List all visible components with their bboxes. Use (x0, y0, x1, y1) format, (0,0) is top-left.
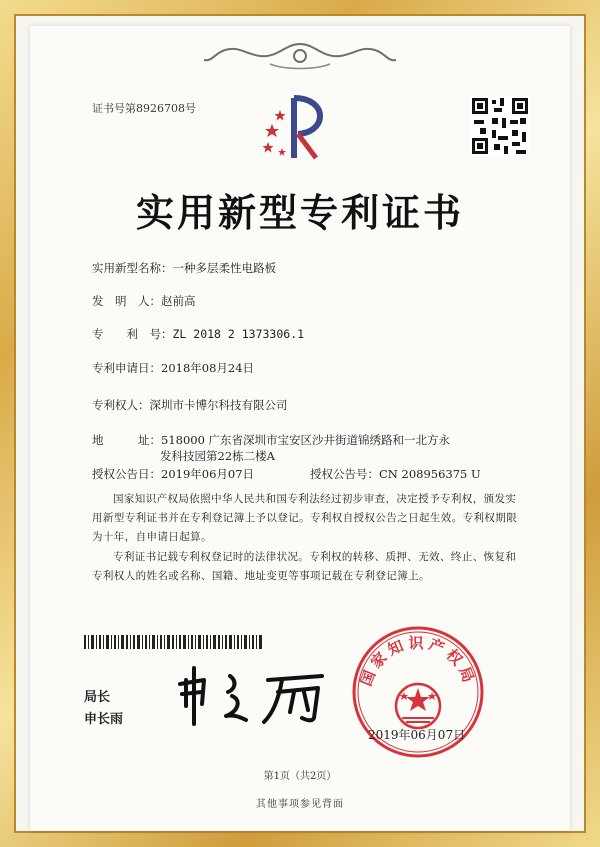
patent-number-value: ZL 2018 2 1373306.1 (172, 327, 305, 341)
filing-date-label: 专利申请日： (92, 361, 161, 375)
announce-row (92, 466, 254, 482)
announce-number-row (310, 466, 481, 482)
patent-number-label: 专 利 号： (92, 327, 173, 341)
patent-office-logo-icon (258, 88, 338, 168)
svg-text:国家知识产权局 (357, 634, 479, 688)
announce-date-value: 2019年06月07日 (161, 467, 255, 481)
description-paragraph-2: 专利证书记载专利权登记时的法律状况。专利权的转移、质押、无效、终止、恢复和专利权人的姓名或名称、国籍、地址变更等事项记载在专利登记簿上。 (92, 551, 517, 582)
handwritten-signature-icon (172, 662, 342, 732)
address-line-1: 518000 广东省深圳市宝安区沙井街道锦绣路和一北方永 (161, 433, 451, 447)
patent-number-row (92, 326, 304, 342)
director-title: 局长 (84, 690, 111, 705)
barcode-icon (84, 635, 264, 649)
inventor-label: 发 明 人： (92, 294, 161, 308)
announce-number-value: CN 208956375 U (379, 467, 481, 481)
address-row (92, 432, 450, 448)
description-paragraph-1: 国家知识产权局依照中华人民共和国专利法经过初步审查，决定授予专利权，颁发实用新型专利证书并在专利登记簿上予以登记。专利权自授权公告之日起生效。专利权期限为十年，自申请日起算。 (92, 493, 518, 543)
seal-date: 2019年06月07日 (368, 728, 466, 742)
address-line-2: 发科技园第22栋二楼A (160, 449, 275, 463)
director-name: 申长雨 (84, 712, 124, 727)
certificate-number: 证书号第8926708号 (92, 102, 196, 115)
seal-text: 国家知识产权局 (356, 634, 480, 689)
certificate-title: 实用新型专利证书 (135, 191, 464, 235)
page-number: 第1页（共2页） (263, 771, 337, 782)
announce-date-label: 授权公告日： (92, 467, 161, 481)
patentee-value: 深圳市卡博尔科技有限公司 (149, 398, 288, 412)
utility-name-value: 一种多层柔性电路板 (172, 261, 276, 275)
patentee-row (92, 397, 288, 413)
filing-date-value: 2018年08月24日 (161, 361, 255, 375)
address-row-2 (160, 448, 275, 464)
utility-name-label: 实用新型名称： (92, 261, 173, 275)
qr-code-icon (470, 96, 530, 156)
patentee-label: 专利权人： (92, 398, 150, 412)
footer-note: 其他事项参见背面 (256, 799, 344, 810)
inventor-value: 赵前高 (161, 294, 196, 308)
inventor-row (92, 293, 196, 309)
address-label: 地 址： (92, 433, 161, 447)
announce-number-label: 授权公告号： (310, 467, 379, 481)
filing-date-row (92, 360, 254, 376)
ornament-icon (200, 40, 400, 74)
utility-name-row (92, 260, 276, 276)
